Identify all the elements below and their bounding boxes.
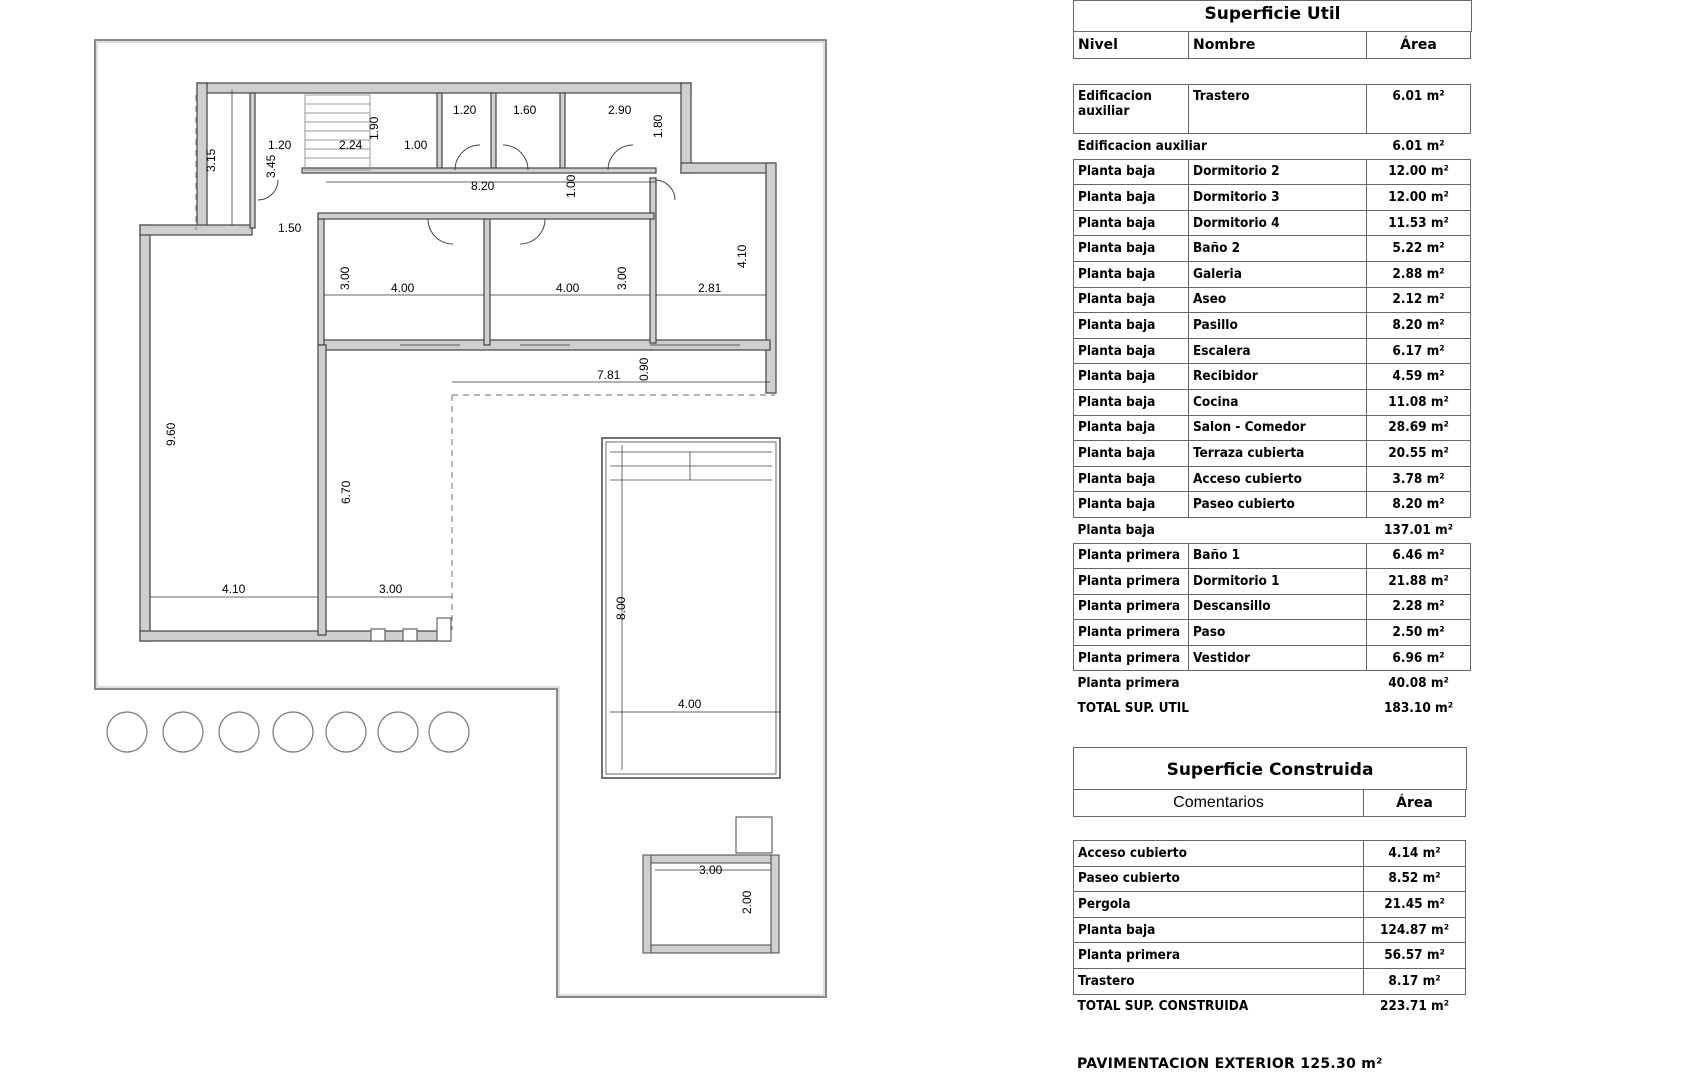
dim-label: 1.50 xyxy=(278,221,302,235)
cell-area: 3.78 m² xyxy=(1367,466,1471,492)
superficie-construida-header xyxy=(1073,789,1466,817)
superficie-util-table xyxy=(1073,84,1471,720)
auxiliary-building xyxy=(643,817,779,953)
subtotal-row xyxy=(1074,517,1471,543)
cell-nombre: Cocina xyxy=(1189,389,1367,415)
cell-area: 6.17 m² xyxy=(1367,338,1471,364)
table-row xyxy=(1074,210,1471,236)
dim-label: 1.90 xyxy=(367,116,381,140)
cell-nombre: Escalera xyxy=(1189,338,1367,364)
dim-label: 9.60 xyxy=(164,422,178,446)
planta-baja-rows xyxy=(1074,159,1471,517)
dim-label: 1.00 xyxy=(564,174,578,198)
col-nivel: Nivel xyxy=(1074,32,1189,59)
table-row xyxy=(1074,313,1471,339)
cell-area: 8.52 m² xyxy=(1364,866,1466,892)
superficie-construida-table xyxy=(1073,840,1466,1019)
cell-nivel: Edificacion auxiliar xyxy=(1074,85,1189,134)
table-row xyxy=(1074,185,1471,211)
col-area: Área xyxy=(1364,790,1466,817)
cell-area: 20.55 m² xyxy=(1367,441,1471,467)
cell-nombre: Dormitorio 1 xyxy=(1189,569,1367,595)
table-row xyxy=(1074,866,1466,892)
table-row xyxy=(1074,569,1471,595)
cell-nivel: Planta baja xyxy=(1074,185,1189,211)
table-row xyxy=(1074,492,1471,518)
cell-nombre: Dormitorio 2 xyxy=(1189,159,1367,185)
cell-area: 5.22 m² xyxy=(1367,236,1471,262)
construida-rows xyxy=(1074,841,1466,995)
dim-label: 3.00 xyxy=(615,266,629,290)
cell-area: 2.50 m² xyxy=(1367,620,1471,646)
dim-label: 3.00 xyxy=(338,266,352,290)
subtotal-row xyxy=(1074,671,1471,696)
tree-circles xyxy=(107,712,469,752)
subtotal-label: Planta baja xyxy=(1077,521,1155,538)
cell-nivel: Planta baja xyxy=(1074,159,1189,185)
dim-label: 7.81 xyxy=(597,368,621,382)
cell-nombre: Vestidor xyxy=(1189,645,1367,671)
cell-nombre: Baño 1 xyxy=(1189,543,1367,569)
total-area: 223.71 m² xyxy=(1379,998,1450,1015)
dim-label: 4.00 xyxy=(678,697,702,711)
cell-nivel: Planta primera xyxy=(1074,543,1189,569)
table-row xyxy=(1074,441,1471,467)
cell-area: 4.59 m² xyxy=(1367,364,1471,390)
swimming-pool xyxy=(602,438,780,778)
dim-label: 1.20 xyxy=(268,138,292,152)
cell-nivel: Planta baja xyxy=(1074,261,1189,287)
cell-nombre: Pergola xyxy=(1074,892,1364,918)
cell-area: 8.17 m² xyxy=(1364,968,1466,994)
cell-area: 12.00 m² xyxy=(1367,159,1471,185)
table-row xyxy=(1074,917,1466,943)
cell-nombre: Acceso cubierto xyxy=(1074,841,1364,867)
cell-area: 124.87 m² xyxy=(1364,917,1466,943)
cell-area: 56.57 m² xyxy=(1364,943,1466,969)
cell-area: 2.88 m² xyxy=(1367,261,1471,287)
cell-nivel: Planta baja xyxy=(1074,492,1189,518)
cell-nivel: Planta baja xyxy=(1074,313,1189,339)
table-row xyxy=(1074,943,1466,969)
cell-nivel: Planta baja xyxy=(1074,287,1189,313)
cell-area: 28.69 m² xyxy=(1367,415,1471,441)
table-row xyxy=(1074,415,1471,441)
table-row xyxy=(1074,287,1471,313)
dim-label: 3.00 xyxy=(699,863,723,877)
cell-area: 2.12 m² xyxy=(1367,287,1471,313)
dim-label: 2.90 xyxy=(608,103,632,117)
cell-nivel: Planta baja xyxy=(1074,441,1189,467)
superficie-util-header xyxy=(1073,31,1471,59)
table-row xyxy=(1074,261,1471,287)
dim-label: 3.00 xyxy=(379,582,403,596)
subtotal-row xyxy=(1074,134,1471,160)
total-label: TOTAL SUP. CONSTRUIDA xyxy=(1077,998,1249,1015)
cell-area: 21.45 m² xyxy=(1364,892,1466,918)
dim-label: 1.00 xyxy=(404,138,428,152)
cell-area: 11.08 m² xyxy=(1367,389,1471,415)
subtotal-label: Planta primera xyxy=(1077,675,1180,692)
cell-nombre: Salon - Comedor xyxy=(1189,415,1367,441)
cell-nombre: Pasillo xyxy=(1189,313,1367,339)
cell-nombre: Aseo xyxy=(1189,287,1367,313)
cell-area: 6.96 m² xyxy=(1367,645,1471,671)
cell-nivel: Planta primera xyxy=(1074,620,1189,646)
cell-nivel: Planta baja xyxy=(1074,338,1189,364)
cell-nivel: Planta baja xyxy=(1074,466,1189,492)
cell-area: 6.46 m² xyxy=(1367,543,1471,569)
cell-nivel: Planta primera xyxy=(1074,645,1189,671)
dim-label: 8.00 xyxy=(614,596,628,620)
cell-nombre: Recibidor xyxy=(1189,364,1367,390)
pavimentacion-exterior: PAVIMENTACION EXTERIOR 125.30 m² xyxy=(1077,1056,1383,1072)
cell-nombre: Planta primera xyxy=(1074,943,1364,969)
total-row xyxy=(1074,696,1471,720)
table-row xyxy=(1074,543,1471,569)
table-row xyxy=(1074,364,1471,390)
table-row xyxy=(1074,85,1471,134)
table-row xyxy=(1074,159,1471,185)
dim-label: 1.60 xyxy=(513,103,537,117)
superficie-util-title: Superficie Util xyxy=(1073,0,1472,32)
dim-label: 4.10 xyxy=(735,244,749,268)
table-row xyxy=(1074,892,1466,918)
cell-nombre: Baño 2 xyxy=(1189,236,1367,262)
cell-nivel: Planta baja xyxy=(1074,415,1189,441)
dim-label: 2.24 xyxy=(339,138,363,152)
total-label: TOTAL SUP. UTIL xyxy=(1077,699,1189,716)
table-row xyxy=(1074,841,1466,867)
cell-area: 4.14 m² xyxy=(1364,841,1466,867)
cell-nombre: Trastero xyxy=(1074,968,1364,994)
cell-nivel: Planta baja xyxy=(1074,210,1189,236)
table-row xyxy=(1074,968,1466,994)
subtotal-label: Edificacion auxiliar xyxy=(1077,137,1207,154)
cell-nombre: Dormitorio 4 xyxy=(1189,210,1367,236)
cell-nivel: Planta baja xyxy=(1074,389,1189,415)
col-area: Área xyxy=(1367,32,1471,59)
dim-label: 0.90 xyxy=(637,357,651,381)
cell-nivel: Planta baja xyxy=(1074,236,1189,262)
table-row xyxy=(1074,466,1471,492)
cell-nombre: Galeria xyxy=(1189,261,1367,287)
dim-label: 6.70 xyxy=(339,480,353,504)
subtotal-area: 40.08 m² xyxy=(1388,675,1449,692)
dim-label: 4.00 xyxy=(556,281,580,295)
dim-label: 8.20 xyxy=(471,179,495,193)
table-row xyxy=(1074,620,1471,646)
cell-nombre: Planta baja xyxy=(1074,917,1364,943)
cell-nombre: Paseo cubierto xyxy=(1074,866,1364,892)
subtotal-area: 6.01 m² xyxy=(1392,137,1445,154)
dim-label: 2.00 xyxy=(740,890,754,914)
superficie-construida-title: Superficie Construida xyxy=(1073,747,1467,790)
house-walls xyxy=(140,83,776,641)
table-row xyxy=(1074,645,1471,671)
cell-area: 21.88 m² xyxy=(1367,569,1471,595)
cell-nombre: Trastero xyxy=(1189,85,1367,134)
table-row xyxy=(1074,594,1471,620)
dim-label: 3.15 xyxy=(204,148,218,172)
cell-nombre: Descansillo xyxy=(1189,594,1367,620)
cell-nombre: Dormitorio 3 xyxy=(1189,185,1367,211)
table-row xyxy=(1074,389,1471,415)
cell-nivel: Planta primera xyxy=(1074,594,1189,620)
total-row xyxy=(1074,994,1466,1019)
cell-area: 2.28 m² xyxy=(1367,594,1471,620)
staircase xyxy=(305,95,370,170)
cell-nombre: Terraza cubierta xyxy=(1189,441,1367,467)
subtotal-area: 137.01 m² xyxy=(1383,521,1454,538)
cell-nivel: Planta primera xyxy=(1074,569,1189,595)
col-nombre: Nombre xyxy=(1189,32,1367,59)
dim-label: 1.80 xyxy=(651,114,665,138)
cell-nombre: Paso xyxy=(1189,620,1367,646)
cell-nombre: Paseo cubierto xyxy=(1189,492,1367,518)
total-area: 183.10 m² xyxy=(1383,699,1454,716)
planta-primera-rows xyxy=(1074,543,1471,671)
dim-label: 3.45 xyxy=(264,154,278,178)
col-comentarios: Comentarios xyxy=(1074,790,1364,817)
dim-label: 4.10 xyxy=(222,582,246,596)
table-row xyxy=(1074,236,1471,262)
cell-area: 6.01 m² xyxy=(1367,85,1471,134)
cell-area: 8.20 m² xyxy=(1367,492,1471,518)
dim-label: 4.00 xyxy=(391,281,415,295)
columns xyxy=(371,618,451,641)
dim-label: 1.20 xyxy=(453,103,477,117)
cell-nombre: Acceso cubierto xyxy=(1189,466,1367,492)
terrace-outline xyxy=(196,95,775,630)
cell-area: 8.20 m² xyxy=(1367,313,1471,339)
table-row xyxy=(1074,338,1471,364)
cell-area: 12.00 m² xyxy=(1367,185,1471,211)
dim-label: 2.81 xyxy=(698,281,722,295)
cell-area: 11.53 m² xyxy=(1367,210,1471,236)
cell-nivel: Planta baja xyxy=(1074,364,1189,390)
